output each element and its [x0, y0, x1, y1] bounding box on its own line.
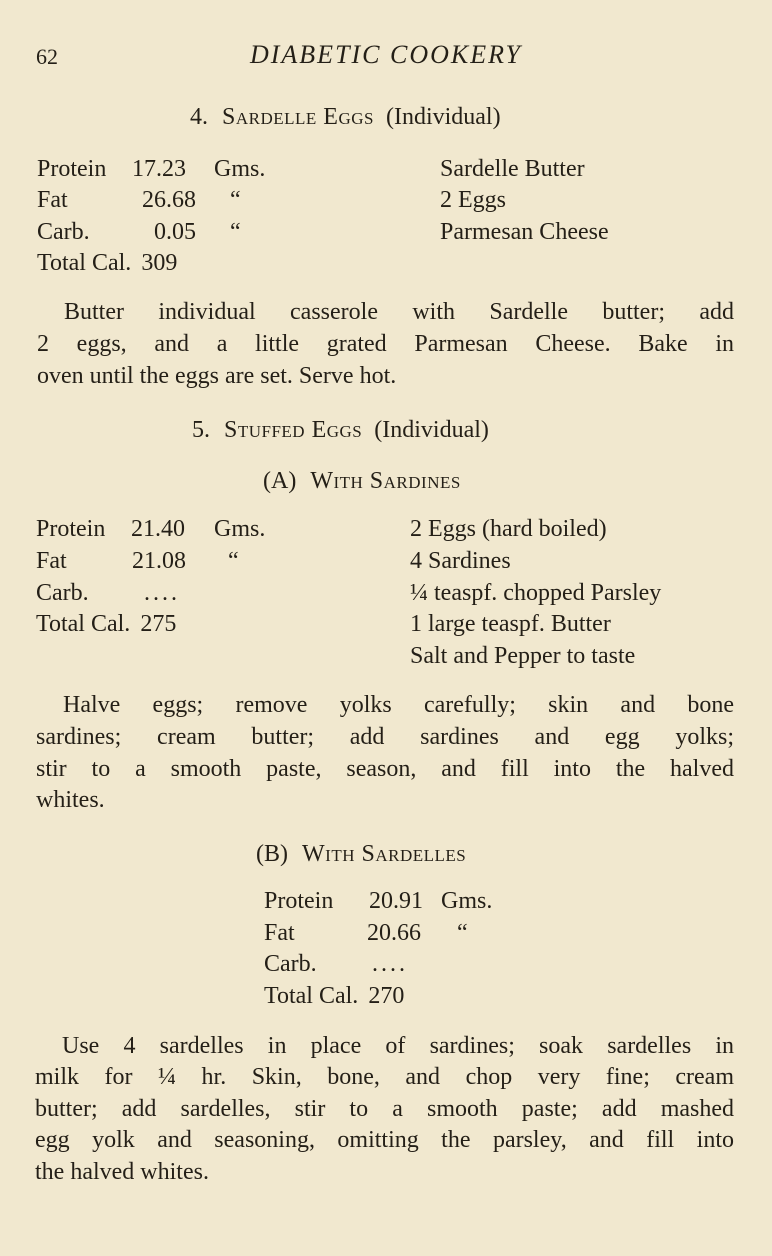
instruction-line: 2 eggs, and a little grated Parmesan Cheese. Bake in	[37, 331, 734, 357]
instruction-line: Use 4 sardelles in place of sardines; soak sardelles in	[62, 1033, 734, 1059]
nutrition-row: Fat 20.66 “	[264, 920, 468, 946]
nutrition-unit: Gms.	[441, 888, 493, 914]
ingredient-item: 4 Sardines	[410, 548, 511, 574]
recipe-4-subtitle: (Individual)	[385, 104, 501, 130]
nutrition-unit: “	[230, 187, 241, 213]
recipe-5-title: Stuffed Eggs	[224, 417, 363, 443]
nutrition-unit: “	[230, 219, 241, 245]
nutrition-value: 21.08	[132, 548, 186, 574]
nutrition-value: 20.66	[367, 920, 421, 946]
nutrition-value: 17.23	[132, 156, 186, 182]
ingredient-item: ¼ teaspf. chopped Parsley	[410, 580, 662, 606]
recipe-4-heading	[190, 104, 501, 131]
page-number: 62	[36, 44, 58, 69]
instruction-line: egg yolk and seasoning, omitting the parsley, and fill into	[35, 1127, 734, 1153]
nutrition-row: Total Cal. 270	[264, 983, 405, 1009]
recipe-4-number: 4.	[190, 104, 208, 130]
nutrition-unit: “	[228, 548, 239, 574]
nutrition-unit: Gms.	[214, 516, 266, 542]
recipe-5-heading	[192, 417, 489, 444]
recipe-5-subtitle: (Individual)	[374, 417, 489, 443]
nutrition-row: Fat 26.68 “	[37, 187, 241, 213]
instruction-line: Butter individual casserole with Sardelle butter; add	[64, 299, 734, 325]
nutrition-row: Protein 21.40 Gms.	[36, 516, 266, 542]
running-title: DIABETIC COOKERY	[249, 40, 523, 69]
instruction-line: butter; add sardelles, stir to a smooth paste; add mashed	[35, 1096, 734, 1122]
nutrition-value: ....	[372, 951, 408, 977]
nutrition-row: Carb. ....	[36, 580, 180, 606]
variant-b-label: (B)	[256, 841, 288, 867]
nutrition-row: Protein 20.91 Gms.	[264, 888, 493, 914]
nutrition-row: Protein 17.23 Gms.	[37, 156, 266, 182]
nutrition-value: 26.68	[142, 187, 196, 213]
instruction-line: sardines; cream butter; add sardines and egg yolks;	[36, 724, 734, 750]
variant-b-heading	[256, 841, 466, 868]
variant-a-heading	[263, 468, 461, 495]
nutrition-value: 20.91	[369, 888, 423, 914]
variant-a-title: With Sardines	[310, 468, 461, 494]
nutrition-value: ....	[144, 580, 180, 606]
nutrition-value: 0.05	[154, 219, 196, 245]
ingredient-item: 2 Eggs	[440, 187, 506, 213]
ingredient-item: 2 Eggs (hard boiled)	[410, 516, 607, 542]
nutrition-row: Carb. 0.05 “	[37, 219, 241, 245]
nutrition-row: Fat 21.08 “	[36, 548, 239, 574]
instruction-line: oven until the eggs are set. Serve hot.	[37, 363, 397, 389]
instruction-line: stir to a smooth paste, season, and fill into the halved	[36, 756, 734, 782]
nutrition-row: Total Cal. 275	[36, 611, 177, 637]
nutrition-value: 309	[141, 250, 178, 276]
nutrition-row: Carb. ....	[264, 951, 408, 977]
instruction-line: Halve eggs; remove yolks carefully; skin and bone	[63, 692, 734, 718]
nutrition-row: Total Cal. 309	[37, 250, 178, 276]
variant-b-title: With Sardelles	[302, 841, 467, 867]
ingredient-item: 1 large teaspf. Butter	[410, 611, 611, 637]
recipe-4-title: Sardelle Eggs	[222, 104, 374, 130]
ingredient-item: Sardelle Butter	[440, 156, 585, 182]
recipe-5-number: 5.	[192, 417, 210, 443]
nutrition-unit: Gms.	[214, 156, 266, 182]
nutrition-value: 21.40	[131, 516, 185, 542]
instruction-line: the halved whites.	[35, 1159, 209, 1185]
variant-a-label: (A)	[263, 468, 297, 494]
ingredient-item: Salt and Pepper to taste	[410, 643, 636, 669]
ingredient-item: Parmesan Cheese	[440, 219, 609, 245]
nutrition-value: 270	[368, 983, 405, 1009]
instruction-line: milk for ¼ hr. Skin, bone, and chop very fine; cream	[35, 1064, 734, 1090]
instruction-line: whites.	[36, 787, 105, 813]
nutrition-value: 275	[140, 611, 177, 637]
nutrition-unit: “	[457, 920, 468, 946]
